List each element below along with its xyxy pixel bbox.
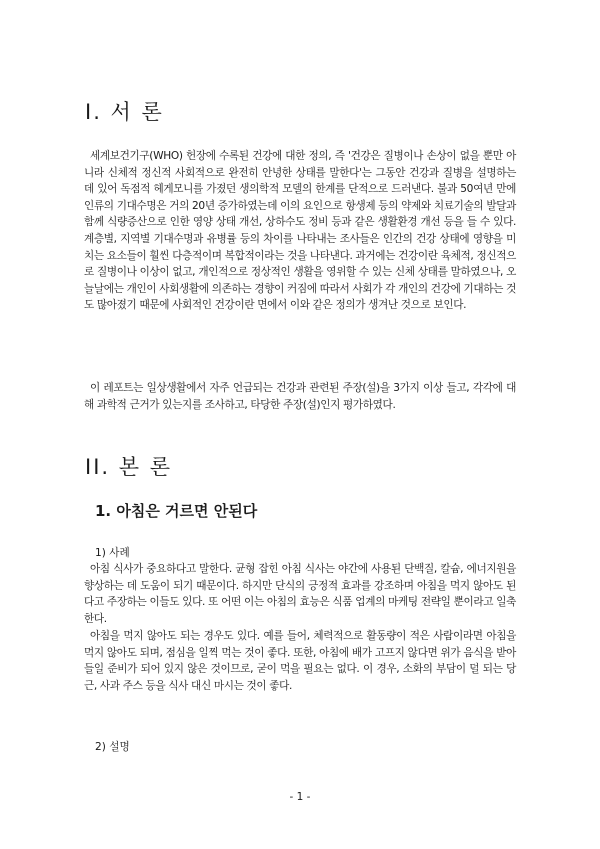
case-paragraph-2: 아침을 먹지 않아도 되는 경우도 있다. 예를 들어, 체력적으로 활동량이 적은 사람이라면 아침을 먹지 않아도 되며, 점심을 일찍 먹는 것이 좋다. 또한, 아침에 배가 고프지 않다면 위가 음식을 받아들일 준비가 되어 있지 않은 것이므로, 굳이 먹을 필요는 없다. 이 경우, 소화의 부담이 덜 되는 당근, 사과 주스 등을 식사 대신 마시는 것이 좋다. xyxy=(84,630,516,692)
section-heading-body: II. 본 론 xyxy=(85,455,172,479)
item-label-explanation: 2) 설명 xyxy=(95,741,130,753)
section-heading-introduction: I. 서 론 xyxy=(85,100,164,124)
subsection-heading: 1. 아침은 거르면 안된다 xyxy=(95,502,258,520)
case-paragraph-1: 아침 식사가 중요하다고 말한다. 균형 잡힌 아침 식사는 야간에 사용된 단백질, 칼슘, 에너지원을 향상하는 데 도움이 되기 때문이다. 하지만 단식의 긍정적 효과를 강조하며 아침을 먹지 않아도 된다고 주장하는 이들도 있다. 또 어떤 이는 아침의 효능은 식품 업계의 마케팅 전략일 뿐이라고 일축한다. xyxy=(84,563,516,625)
intro-paragraph-1: 세계보건기구(WHO) 헌장에 수록된 건강에 대한 정의, 즉 '건강은 질병이나 손상이 없을 뿐만 아니라 신체적 정신적 사회적으로 완전히 안녕한 상태를 말한다'는 그동안 건강과 질병을 설명하는 데 있어 독점적 헤게모니를 가졌던 생의학적 모델의 한계를 단적으로 드러낸다. 불과 50여년 만에 인류의 기대수명은 거의 20년 증가하였는데 이의 요인으로 항생제 등의 약제와 치료기술의 발달과 함께 식량증산으로 인한 영양 상태 개선, 상하수도 정비 등과 같은 생활환경 개선 등을 들 수 있다. 계층별, 지역별 기대수명과 유병률 등의 차이를 나타내는 조사들은 인간의 건강 상태에 영향을 미치는 요소들이 훨씬 다층적이며 복합적이라는 것을 나타낸다. 과거에는 건강이란 육체적, 정신적으로 질병이나 이상이 없고, 개인적으로 정상적인 생활을 영위할 수 있는 신체 상태를 말하였으나, 오늘날에는 개인이 사회생활에 의존하는 경향이 커짐에 따라서 사회가 각 개인의 건강에 기대하는 것도 많아졌기 때문에 사회적인 건강이란 면에서 이와 같은 정의가 생겨난 것으로 보인다. xyxy=(84,150,516,312)
page-number: - 1 - xyxy=(289,791,311,803)
intro-paragraph-2: 이 레포트는 일상생활에서 자주 언급되는 건강과 관련된 주장(설)을 3가지 이상 들고, 각각에 대해 과학적 근거가 있는지를 조사하고, 타당한 주장(설)인지 평가하였다. xyxy=(84,382,516,411)
item-label-case: 1) 사례 xyxy=(95,547,130,559)
